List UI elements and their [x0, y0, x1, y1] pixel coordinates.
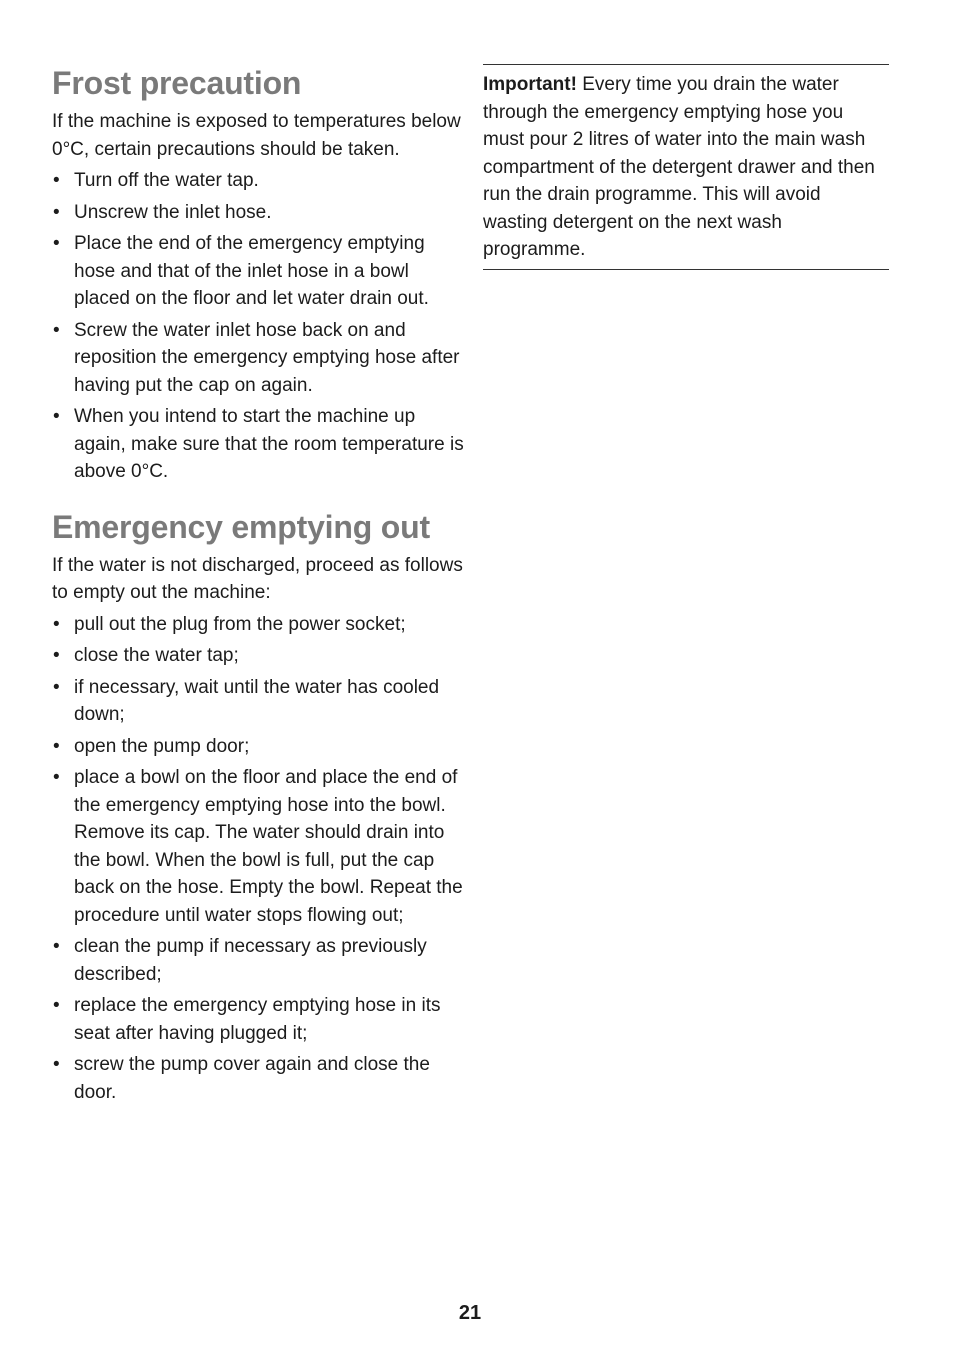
right-column — [483, 64, 889, 270]
list-item: • Turn off the water tap. — [52, 167, 464, 195]
list-item: • pull out the plug from the power socket; — [52, 611, 464, 639]
important-text — [483, 71, 889, 264]
important-body: Every time you drain the water through the emergency emptying hose you must pour 2 litres of water into the main wash compartment of the detergent drawer and then run the drain programme. This will avoid wasting detergent on the next wash programme. — [483, 74, 875, 260]
frost-intro: If the machine is exposed to temperatures below 0°C, certain precautions should be taken. — [52, 111, 461, 160]
page-number: 21 — [458, 1302, 482, 1324]
bullet-icon: • — [53, 645, 60, 666]
bullet-icon: • — [53, 170, 60, 191]
list-item: • replace the emergency emptying hose in its seat after having plugged it; — [52, 992, 464, 1047]
list-item: • open the pump door; — [52, 733, 464, 761]
list-item: • if necessary, wait until the water has cooled down; — [52, 674, 464, 729]
list-item: • Place the end of the emergency emptying hose and that of the inlet hose in a bowl placed on the floor and let water drain out. — [52, 230, 464, 313]
bullet-icon: • — [53, 613, 60, 635]
list-item: • When you intend to start the machine up again, make sure that the room temperature is above 0°C. — [52, 403, 464, 486]
frost-heading: Frost precaution — [52, 65, 302, 101]
bullet-icon: • — [53, 735, 60, 757]
bullet-icon: • — [53, 936, 60, 957]
left-column — [52, 62, 464, 1106]
list-item: • Screw the water inlet hose back on and reposition the emergency emptying hose after having put the cap on again. — [52, 317, 464, 400]
important-note — [483, 64, 889, 270]
emergency-intro: If the water is not discharged, proceed as follows to empty out the machine: — [52, 554, 463, 603]
bullet-icon: • — [53, 233, 60, 254]
emergency-heading: Emergency emptying out — [52, 508, 430, 545]
list-item: • Unscrew the inlet hose. — [52, 199, 464, 227]
bullet-icon: • — [53, 995, 60, 1016]
list-item: • screw the pump cover again and close the door. — [52, 1051, 464, 1106]
list-item: • clean the pump if necessary as previously described; — [52, 933, 464, 988]
bullet-icon: • — [53, 676, 60, 698]
important-label: Important! — [483, 74, 577, 95]
bullet-icon: • — [53, 1054, 60, 1075]
bullet-icon: • — [53, 767, 60, 788]
frost-list — [52, 167, 464, 486]
list-item: • place a bowl on the floor and place the end of the emergency emptying hose into the bowl. Remove its cap. The water should drain into the bowl. When the bowl is full, put the cap back on the hose. Empty the bowl. Repeat the procedure until water stops flowing out; — [52, 764, 464, 929]
bullet-icon: • — [53, 406, 60, 427]
bullet-icon: • — [53, 201, 60, 223]
bullet-icon: • — [53, 319, 60, 341]
emergency-list — [52, 611, 464, 1107]
list-item: • close the water tap; — [52, 642, 464, 670]
